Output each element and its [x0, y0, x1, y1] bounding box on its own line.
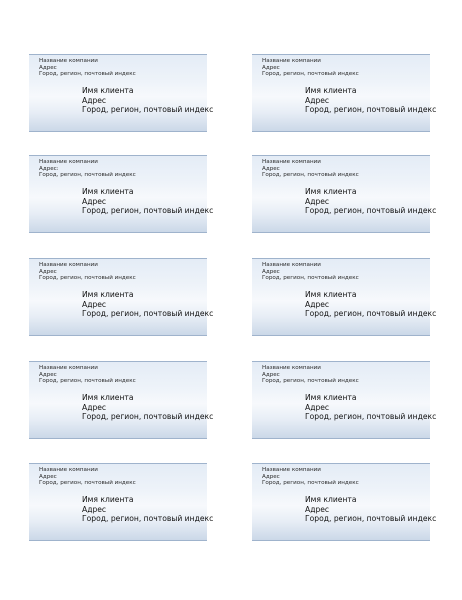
sender-city: Город, регион, почтовый индекс [39, 275, 136, 282]
sender-block [262, 58, 359, 78]
sender-city: Город, регион, почтовый индекс [262, 480, 359, 487]
sender-company: Название компании [39, 159, 98, 165]
recipient-block [305, 290, 436, 319]
recipient-name: Имя клиента [305, 86, 357, 95]
mailing-label-9[interactable] [29, 463, 214, 541]
sender-block [39, 159, 136, 179]
sender-block [262, 262, 359, 282]
sender-address: Адрес [39, 473, 57, 480]
sender-block [39, 58, 136, 78]
recipient-address: Адрес [82, 95, 107, 105]
sender-city: Город, регион, почтовый индекс [262, 378, 359, 385]
sender-company: Название компании [39, 262, 98, 268]
sender-company: Название компании [39, 58, 98, 64]
recipient-city: Город, регион, почтовый индекс [305, 309, 437, 319]
recipient-block [305, 495, 436, 524]
mailing-label-2[interactable] [252, 54, 437, 132]
recipient-city: Город, регион, почтовый индекс [305, 105, 437, 115]
sender-block [39, 467, 136, 487]
recipient-address: Адрес [82, 402, 107, 412]
recipient-address: Адрес [305, 504, 330, 514]
sender-company: Название компании [262, 365, 321, 371]
recipient-city: Город, регион, почтовый индекс [82, 206, 214, 216]
sender-block [262, 365, 359, 385]
sender-city: Город, регион, почтовый индекс [39, 71, 136, 78]
sender-city: Город, регион, почтовый индекс [262, 275, 359, 282]
recipient-block [305, 187, 436, 216]
sender-address: Адрес [262, 64, 280, 71]
sender-city: Город, регион, почтовый индекс [262, 71, 359, 78]
sender-company: Название компании [262, 467, 321, 473]
sender-address: Адрес [262, 473, 280, 480]
recipient-address: Адрес [305, 299, 330, 309]
recipient-block [305, 393, 436, 422]
mailing-label-6[interactable] [252, 258, 437, 336]
recipient-name: Имя клиента [305, 393, 357, 402]
recipient-address: Адрес [305, 196, 330, 206]
recipient-city: Город, регион, почтовый индекс [305, 514, 437, 524]
recipient-address: Адрес [82, 299, 107, 309]
recipient-block [82, 86, 213, 115]
recipient-name: Имя клиента [305, 187, 357, 196]
sender-company: Название компании [262, 58, 321, 64]
recipient-city: Город, регион, почтовый индекс [82, 309, 214, 319]
sender-address: Адрес [39, 371, 57, 378]
sender-address: Адрес [39, 268, 57, 275]
recipient-city: Город, регион, почтовый индекс [305, 412, 437, 422]
sender-block [39, 262, 136, 282]
mailing-label-10[interactable] [252, 463, 437, 541]
sender-company: Название компании [262, 262, 321, 268]
recipient-city: Город, регион, почтовый индекс [305, 206, 437, 216]
mailing-label-7[interactable] [29, 361, 214, 439]
sender-block [39, 365, 136, 385]
recipient-city: Город, регион, почтовый индекс [82, 105, 214, 115]
recipient-city: Город, регион, почтовый индекс [82, 514, 214, 524]
sender-city: Город, регион, почтовый индекс [262, 172, 359, 179]
mailing-label-4[interactable] [252, 155, 437, 233]
sender-address: Адрес [262, 268, 280, 275]
recipient-name: Имя клиента [305, 495, 357, 504]
recipient-address: Адрес [82, 504, 107, 514]
sender-block [262, 467, 359, 487]
sender-company: Название компании [39, 365, 98, 371]
mailing-label-8[interactable] [252, 361, 437, 439]
sender-address: Адрес: [39, 165, 59, 172]
recipient-address: Адрес [82, 196, 107, 206]
mailing-label-5[interactable] [29, 258, 214, 336]
sender-city: Город, регион, почтовый индекс [39, 378, 136, 385]
recipient-name: Имя клиента [82, 290, 134, 299]
recipient-address: Адрес [305, 402, 330, 412]
mailing-label-1[interactable] [29, 54, 214, 132]
recipient-city: Город, регион, почтовый индекс [82, 412, 214, 422]
sender-city: Город, регион, почтовый индекс [39, 172, 136, 179]
recipient-block [82, 187, 213, 216]
sender-address: Адрес [262, 165, 280, 172]
recipient-name: Имя клиента [305, 290, 357, 299]
recipient-block [82, 495, 213, 524]
recipient-name: Имя клиента [82, 86, 134, 95]
sender-company: Название компании [262, 159, 321, 165]
recipient-block [82, 290, 213, 319]
recipient-block [305, 86, 436, 115]
recipient-name: Имя клиента [82, 393, 134, 402]
mailing-label-3[interactable] [29, 155, 214, 233]
sender-address: Адрес [39, 64, 57, 71]
sender-company: Название компании [39, 467, 98, 473]
recipient-block [82, 393, 213, 422]
recipient-address: Адрес [305, 95, 330, 105]
sender-city: Город, регион, почтовый индекс [39, 480, 136, 487]
recipient-name: Имя клиента [82, 495, 134, 504]
sender-block [262, 159, 359, 179]
sender-address: Адрес [262, 371, 280, 378]
recipient-name: Имя клиента [82, 187, 134, 196]
